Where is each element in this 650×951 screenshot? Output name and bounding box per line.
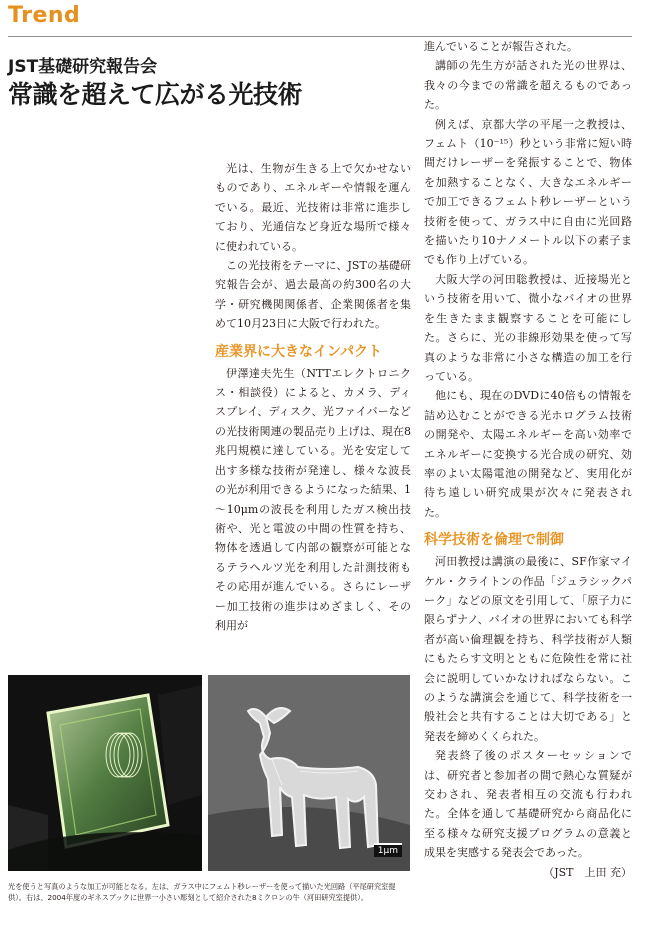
article-column-right xyxy=(424,37,632,882)
lecture-paragraph: 講師の先生方が話された光の世界は、我々の今までの常識を超えるものであった。 xyxy=(424,59,632,112)
intro-paragraph-2: この光技術をテーマに、JSTの基礎研究報告会が、過去最高の約300名の大学・研究機関関係者、企業関係者を集めて10月23日に大阪で行われた。 xyxy=(215,259,411,331)
section-heading-impact: 産業界に大きなインパクト xyxy=(215,343,383,360)
micro-bull-illustration xyxy=(208,675,410,871)
micro-bull-sculpture-photo xyxy=(208,675,410,871)
byline: （JST 上田 充） xyxy=(543,865,632,879)
ethics-paragraph: 河田教授は講演の最後に、SF作家マイケル・クライトンの作品「ジュラシックパーク」などの原文を引用して、「原子力に限らずナノ、バイオの世界においても科学者が高い倫理観を持ち、科学技術が人類にもたらす文明とともに危険性を常に社会に説明していかなければならない。このような講演会を通じて、科学技術を一般社会と共有することは大切である」と発表を締めくくられた。 xyxy=(424,555,632,743)
page-title: 常識を超えて広がる光技術 xyxy=(8,80,303,109)
section-label: Trend xyxy=(8,3,81,28)
figure-caption: 光を使うと写真のような加工が可能となる。左は、ガラス中にフェムト秒レーザーを使って描いた光回路（平尾研究室提供）。右は、2004年度のギネスブックに世界一小さい彫刻として紹介された8ミクロンの牛（河田研究室提供）。 xyxy=(8,882,396,902)
scale-bar-label: 1μm xyxy=(374,843,402,857)
article-column-middle xyxy=(215,159,411,635)
impact-paragraph: 伊澤達夫先生（NTTエレクトロニクス・相談役）によると、カメラ、ディスプレイ、ディスク、光ファイバーなどの光技術関連の製品売り上げは、現在8兆円規模に達している。光を安定して出す多様な技術が発達し、様々な波長の光が利用できるようになった結果、1～10μmの波長を利用したガス検出技術や、光と電波の中間の性質を持ち、物体を透過して内部の観察が可能となるテラヘルツ光を利用した計測技術もその応用が進んでいる。さらにレーザー加工技術の進歩はめざましく、その利用が xyxy=(215,366,411,632)
glass-block-illustration xyxy=(8,675,202,871)
poster-session-text: 発表終了後のポスターセッションでは、研究者と参加者の間で熱心な質疑が交わされ、発表者相互の交流も行われた。全体を通して基礎研究から商品化に至る様々な研究支援プログラムの意義と成果を実感する発表会であった。 xyxy=(424,749,632,860)
hirao-paragraph: 例えば、京都大学の平尾一之教授は、フェムト（10⁻¹⁵）秒という非常に短い時間だけレーザーを発振することで、物体を加熱することなく、大きなエネルギーで加工できるフェムト秒レーザーという技術を使って、ガラス中に自由に光回路を描いたり10ナノメートル以下の素子までも作り上げている。 xyxy=(424,117,632,267)
poster-session-paragraph xyxy=(424,746,632,879)
kawata-paragraph: 大阪大学の河田聡教授は、近接場光という技術を用いて、微小なバイオの世界を生きたまま観察することを可能にした。さらに、光の非線形効果を使って写真のような非常に小さな構造の加工を行っている。 xyxy=(424,272,632,383)
optical-circuit-photo xyxy=(8,675,202,871)
intro-paragraph-1: 光は、生物が生きる上で欠かせないものであり、エネルギーや情報を運んでいる。最近、光技術は非常に進歩しており、光通信など身近な場所で様々に使われている。 xyxy=(215,162,411,253)
other-research-paragraph: 他にも、現在のDVDに40倍もの情報を詰め込むことができる光ホログラム技術の開発や、太陽エネルギーを高い効率でエネルギーに変換する光合成の研究、効率のよい太陽電池の開発など、実用化が待ち遠しい研究成果が次々に発表された。 xyxy=(424,389,632,519)
section-heading-ethics: 科学技術を倫理で制御 xyxy=(424,532,564,549)
impact-paragraph-continued: 進んでいることが報告された。 xyxy=(424,40,578,53)
kicker: JST基礎研究報告会 xyxy=(8,57,158,77)
